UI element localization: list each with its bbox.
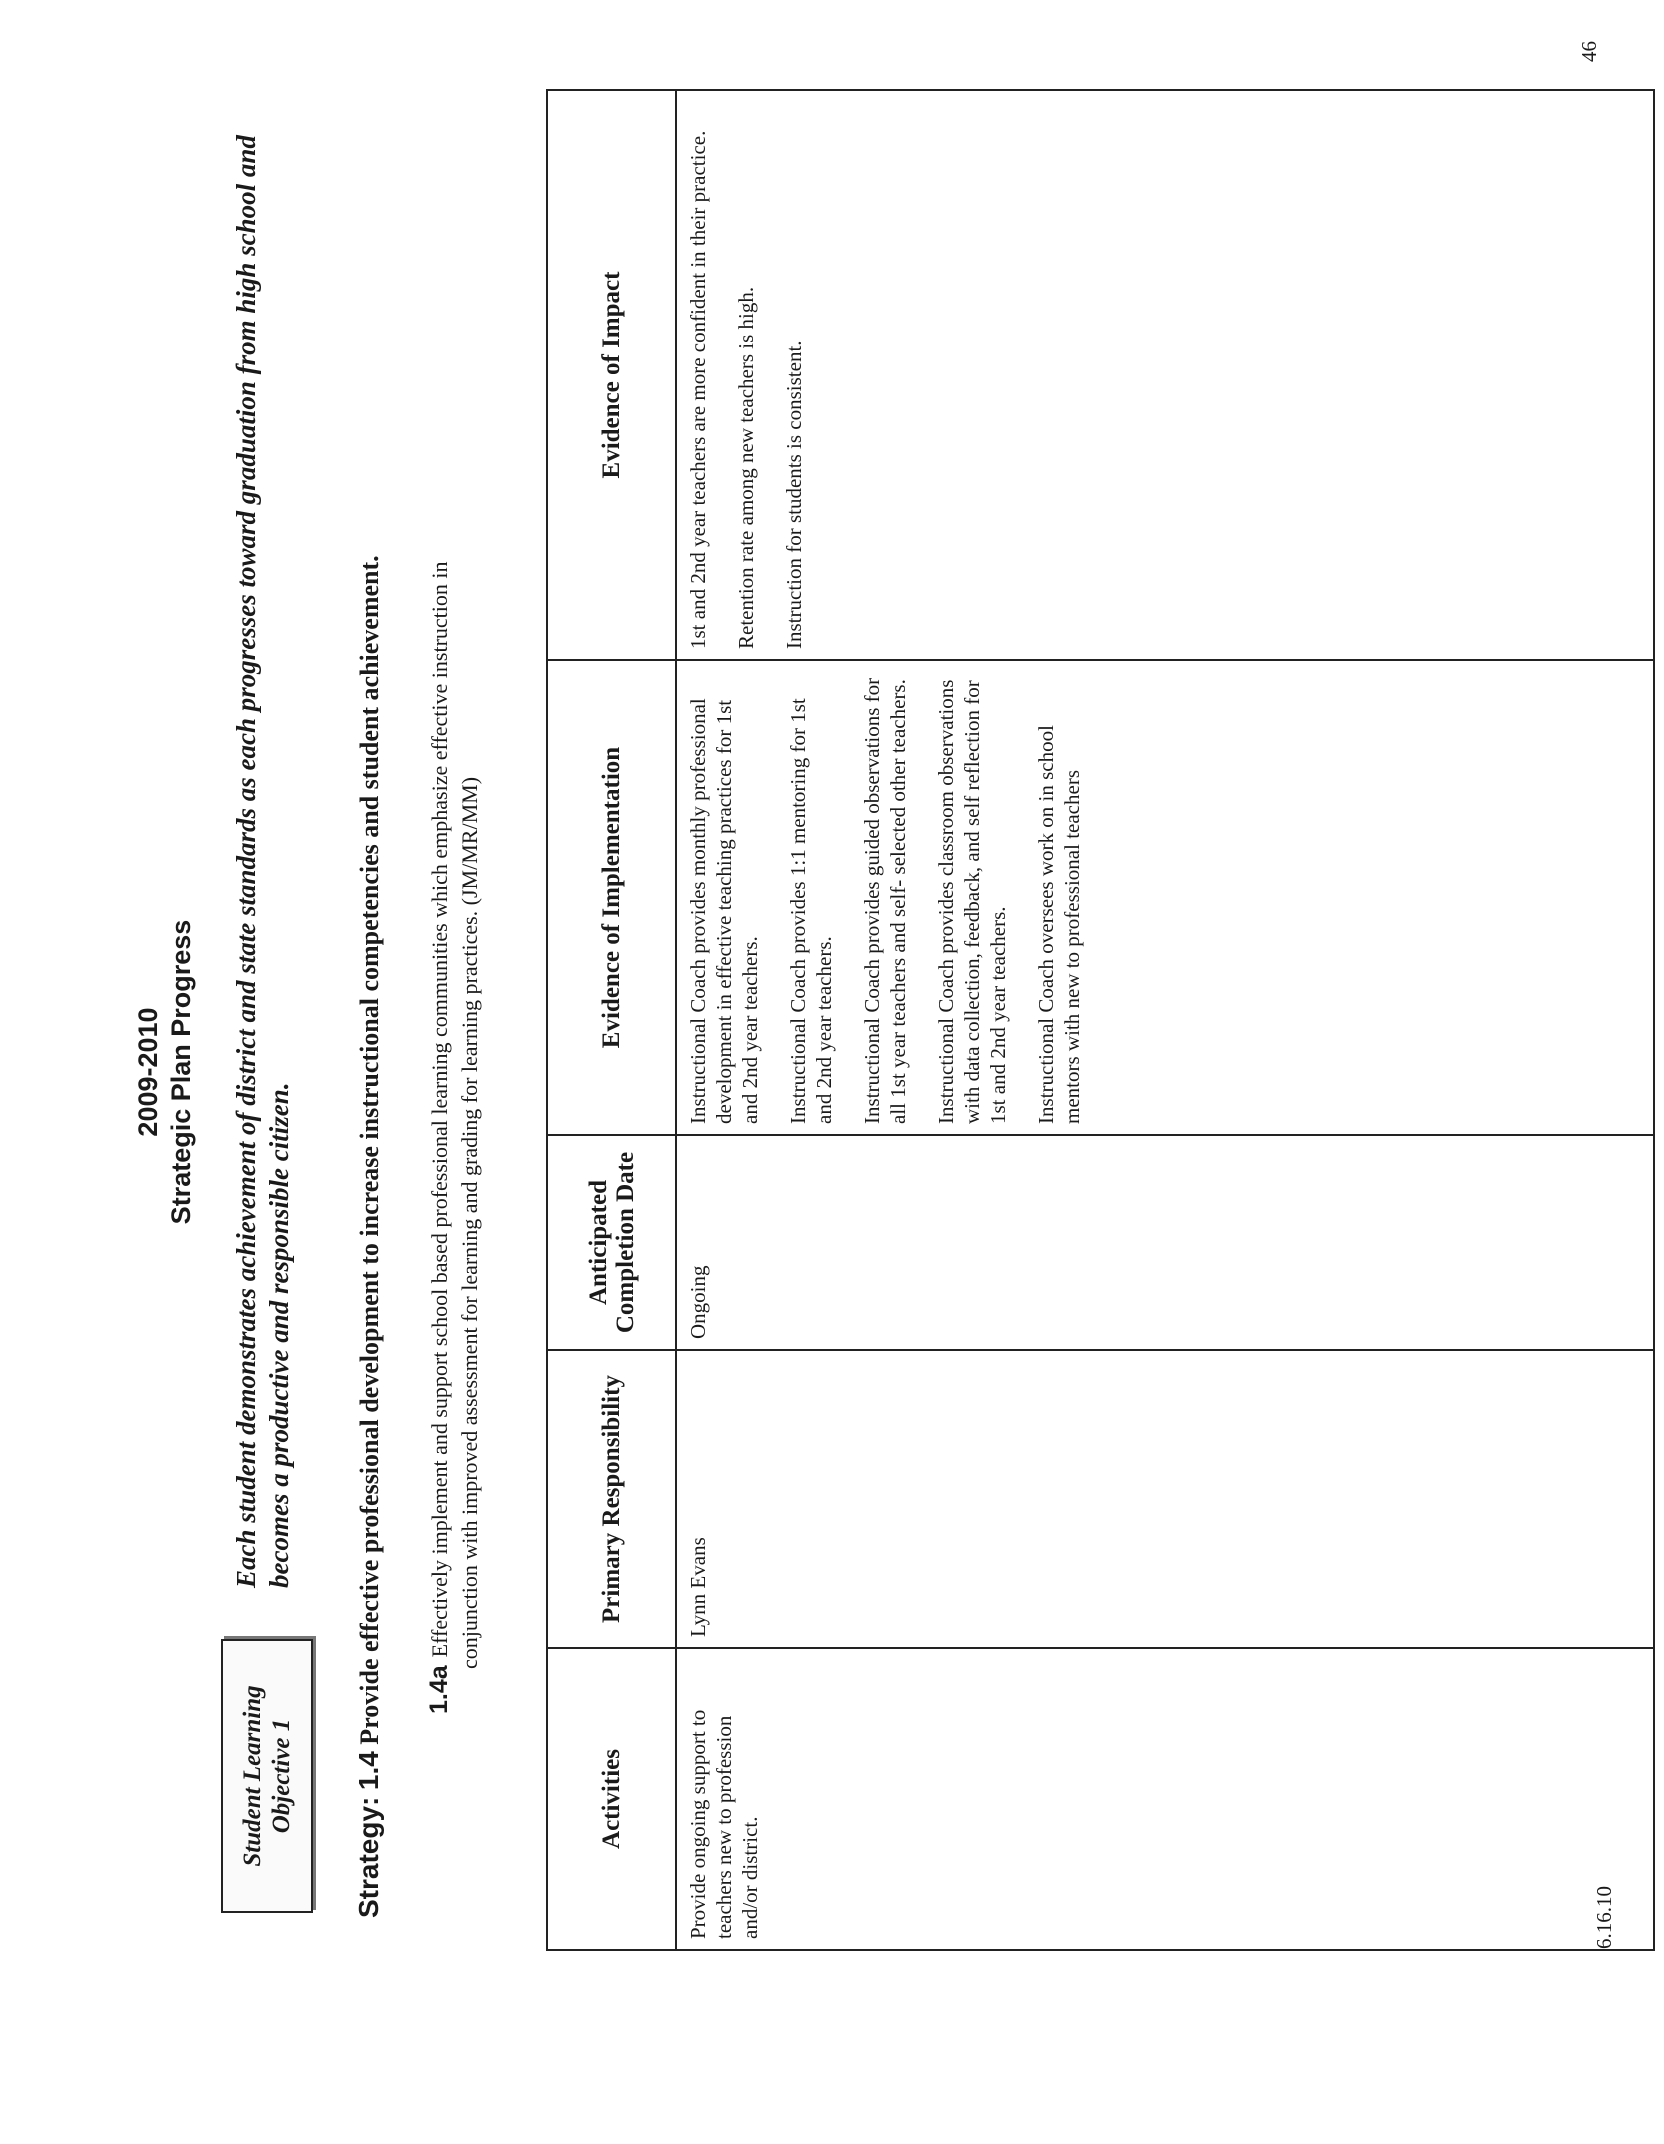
objective-goal: Each student demonstrates achievement of district and state standards as each progresses toward graduation from high school and becomes a productive and responsible citizen.: [231, 135, 294, 1588]
strategy-line: [353, 555, 385, 1918]
header-responsibility: Primary Responsibility: [547, 1350, 676, 1648]
objective-label-line2: Objective 1: [268, 1718, 295, 1834]
header-implementation: Evidence of Implementation: [547, 660, 676, 1135]
table-row: [676, 90, 1654, 1950]
footer-date: 6.16.10: [1592, 1886, 1616, 1949]
header-completion: Anticipated Completion Date: [547, 1135, 676, 1350]
cell-implementation: [676, 660, 1654, 1135]
impact-item: Retention rate among new teachers is high.: [734, 286, 758, 649]
implementation-item: Instructional Coach provides monthly professional development in effective teaching practices for 1st and 2nd year teachers.: [686, 698, 762, 1124]
strategy-text: Provide effective professional development to increase instructional competencies and student achievement.: [355, 555, 384, 1745]
table-header-row: [547, 90, 676, 1950]
substrategy: [424, 334, 485, 1714]
implementation-item: Instructional Coach provides classroom observations with data collection, feedback, and self reflection for 1st and 2nd year teachers.: [934, 679, 1010, 1124]
substrategy-line1: Effectively implement and support school based professional learning communities which emphasize effective instruction in: [427, 561, 452, 1658]
cell-responsibility: Lynn Evans: [676, 1350, 1654, 1648]
document-title: Strategic Plan Progress: [166, 919, 196, 1225]
implementation-item: Instructional Coach oversees work on in school mentors with new to professional teachers: [1034, 725, 1084, 1124]
progress-table: [546, 89, 1655, 1951]
header-impact: Evidence of Impact: [547, 90, 676, 660]
impact-item: Instruction for students is consistent.: [782, 340, 806, 649]
substrategy-line2: conjunction with improved assessment for learning and grading for learning practices. (JM/MR/MM): [457, 776, 482, 1669]
cell-impact: [676, 90, 1654, 660]
page-number: 46: [1577, 41, 1601, 62]
objective-label-line1: Student Learning: [239, 1685, 266, 1867]
objective-box: [221, 1639, 313, 1913]
cell-activity: Provide ongoing support to teachers new to profession and/or district.: [676, 1648, 1654, 1950]
impact-item: 1st and 2nd year teachers are more confident in their practice.: [686, 130, 710, 649]
document-year: 2009-2010: [133, 1007, 163, 1137]
substrategy-number: 1.4a: [425, 1665, 453, 1714]
header-activities: Activities: [547, 1648, 676, 1950]
cell-completion: Ongoing: [676, 1135, 1654, 1350]
strategy-label: Strategy:: [353, 1796, 384, 1918]
strategy-number: 1.4: [353, 1751, 384, 1791]
implementation-item: Instructional Coach provides guided observations for all 1st year teachers and self- selected other teachers.: [860, 677, 910, 1124]
implementation-item: Instructional Coach provides 1:1 mentoring for 1st and 2nd year teachers.: [786, 698, 836, 1124]
